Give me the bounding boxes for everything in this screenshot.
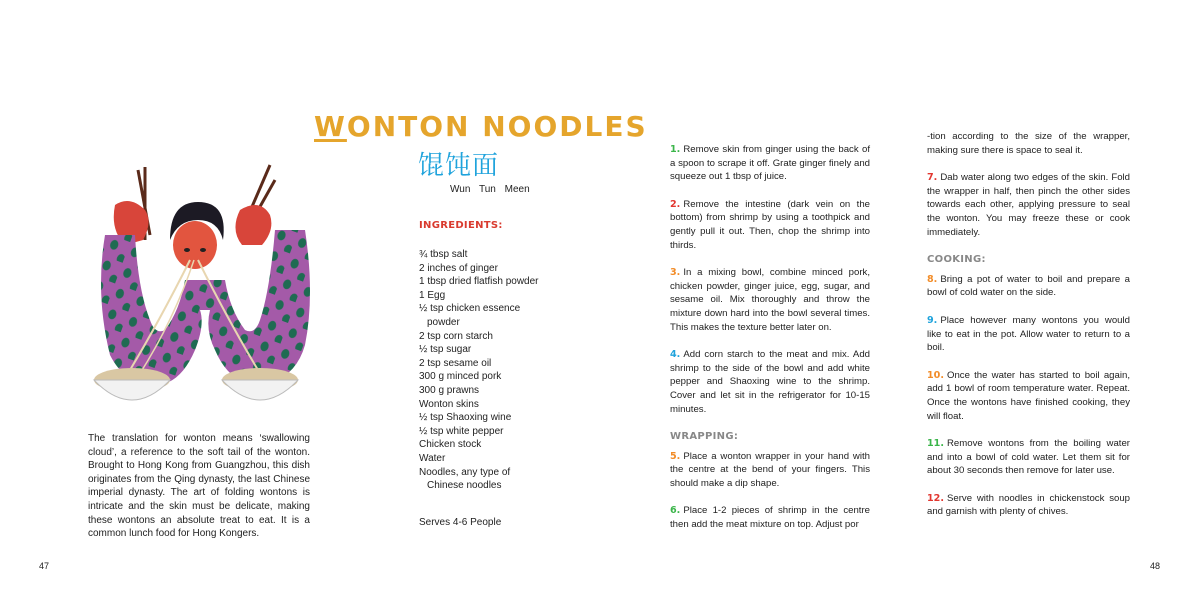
- ingredients-list: [419, 248, 539, 493]
- steps-column-2: [927, 130, 1130, 533]
- step-number: 8.: [927, 273, 938, 285]
- ingredient-item: 1 Egg: [419, 289, 446, 301]
- step-item: [670, 348, 870, 416]
- ingredient-item: 2 tsp sesame oil: [419, 357, 492, 369]
- ingredient-item: 300 g prawns: [419, 384, 480, 396]
- step-text: Add corn starch to the meat and mix. Add shrimp to the side of the bowl and add white pepper and Shaoxing wine to the shrimp. Cover and let sit in the refrigerator for 10-15 minutes.: [670, 349, 870, 415]
- step-number: 2.: [670, 198, 681, 210]
- step-text: Once the water has started to boil again, add 1 bowl of room temperature water. Repeat. Once the wontons have finished cooking, they will float.: [927, 369, 1130, 422]
- page-number-right: 48: [1150, 561, 1161, 571]
- right-page: [600, 0, 1200, 600]
- step-number: 3.: [670, 267, 681, 279]
- recipe-title-chinese: 馄饨面: [418, 151, 500, 181]
- step-item: [670, 266, 870, 334]
- step-text: Place a wonton wrapper in your hand with the centre at the bend of your fingers. This should make a dip shape.: [670, 450, 870, 489]
- step-item: [670, 504, 870, 531]
- serves-text: Serves 4-6 People: [419, 517, 502, 528]
- prep-steps: [670, 143, 870, 416]
- step-number: 6.: [670, 505, 681, 517]
- step-number: 12.: [927, 492, 944, 504]
- step-number: 10.: [927, 369, 944, 381]
- step-text: Place however many wontons you would like to eat in the pot. Allow water to return to a boil.: [927, 314, 1130, 354]
- ingredient-item: ½ tsp white pepper: [419, 425, 504, 437]
- step-text: Remove skin from ginger using the back of a spoon to scrape it off. Grate ginger finely and squeeze out 1 tbsp of juice.: [670, 144, 870, 183]
- step-item: [927, 369, 1130, 423]
- ingredient-item: ¾ tbsp salt: [419, 249, 468, 260]
- pronunciation: Wun Tun Meen: [450, 184, 530, 195]
- cook-steps: [927, 273, 1130, 519]
- wrapping-heading: WRAPPING:: [670, 431, 739, 443]
- step-text: Bring a pot of water to boil and prepare a bowl of cold water on the side.: [927, 273, 1130, 299]
- step-item: [927, 492, 1130, 519]
- step-number: 1.: [670, 144, 681, 155]
- ingredient-item: ½ tsp sugar: [419, 344, 472, 356]
- step-text: In a mixing bowl, combine minced pork, chicken powder, ginger juice, egg, sugar, and sesame oil. Mix thoroughly and throw the mixture down hard into the bowl several times. This makes the texture better later on.: [670, 267, 870, 333]
- step-text: Serve with noodles in chickenstock soup and garnish with plenty of chives.: [927, 492, 1130, 518]
- title-first-letter: W: [314, 110, 347, 143]
- step-text: Remove the intestine (dark vein on the bottom) from shrimp by using a toothpick and gently pull it out. Then, chop the shrimp into thirds.: [670, 198, 870, 251]
- ingredient-item: ½ tsp chicken essence powder: [419, 303, 521, 328]
- ingredient-item: 2 inches of ginger: [419, 262, 498, 274]
- wonton-noodles-illustration: [70, 150, 320, 410]
- ingredient-item: 2 tsp corn starch: [419, 330, 493, 342]
- step-item: [670, 198, 870, 252]
- ingredients-heading: INGREDIENTS:: [419, 220, 503, 231]
- step-item: [927, 437, 1130, 478]
- steps-column-1: [670, 143, 870, 546]
- ingredient-item: ½ tsp Shaoxing wine: [419, 412, 512, 424]
- step-7: [927, 171, 1130, 239]
- step-item: [927, 273, 1130, 300]
- ingredient-item: 1 tbsp dried flatfish powder: [419, 276, 539, 288]
- ingredient-item: Noodles, any type of Chinese noodles: [419, 466, 511, 492]
- step-text: Dab water along two edges of the skin. Fold the wrapper in half, then pinch the other sides towards each other, applying pressure to seal the wonton. You may freeze these or cook immediately.: [927, 172, 1130, 238]
- step-number: 7.: [927, 172, 938, 184]
- step-number: 11.: [927, 438, 944, 450]
- step-item: [670, 143, 870, 184]
- page-number-left: 47: [39, 561, 50, 571]
- step-number: 9.: [927, 314, 938, 326]
- step-item: [670, 450, 870, 491]
- cooking-heading: COOKING:: [927, 254, 986, 266]
- ingredient-item: Wonton skins: [419, 398, 479, 410]
- step-number: 5.: [670, 450, 681, 462]
- step-item: [927, 314, 1130, 355]
- ingredient-item: Water: [419, 452, 446, 464]
- ingredient-item: Chicken stock: [419, 439, 482, 451]
- recipe-title: [314, 110, 648, 143]
- intro-paragraph: The translation for wonton means ‘swallowing cloud’, a reference to the soft tail of the wonton. Brought to Hong Kong from Guangzhou, this dish originates from the Qing dynasty, the last Chinese imperial dynasty. The art of folding wontons is intricate and the skin must be delicate, making these wontons an absolute treat to eat. It is a common lunch food for Hong Kongers.: [88, 433, 310, 540]
- ingredient-item: 300 g minced pork: [419, 371, 502, 383]
- step-text: Place 1-2 pieces of shrimp in the centre then add the meat mixture on top. Adjust por: [670, 505, 870, 531]
- wrap-steps: [670, 450, 870, 532]
- step-text: Remove wontons from the boiling water and into a bowl of cold water. Let them sit for about 30 seconds then remove for later use.: [927, 438, 1130, 477]
- title-rest: ONTON NOODLES: [346, 110, 648, 143]
- step-number: 4.: [670, 349, 681, 361]
- illustration-svg: [70, 150, 320, 410]
- continued-text: -tion according to the size of the wrapper, making sure there is space to seal it.: [927, 131, 1130, 156]
